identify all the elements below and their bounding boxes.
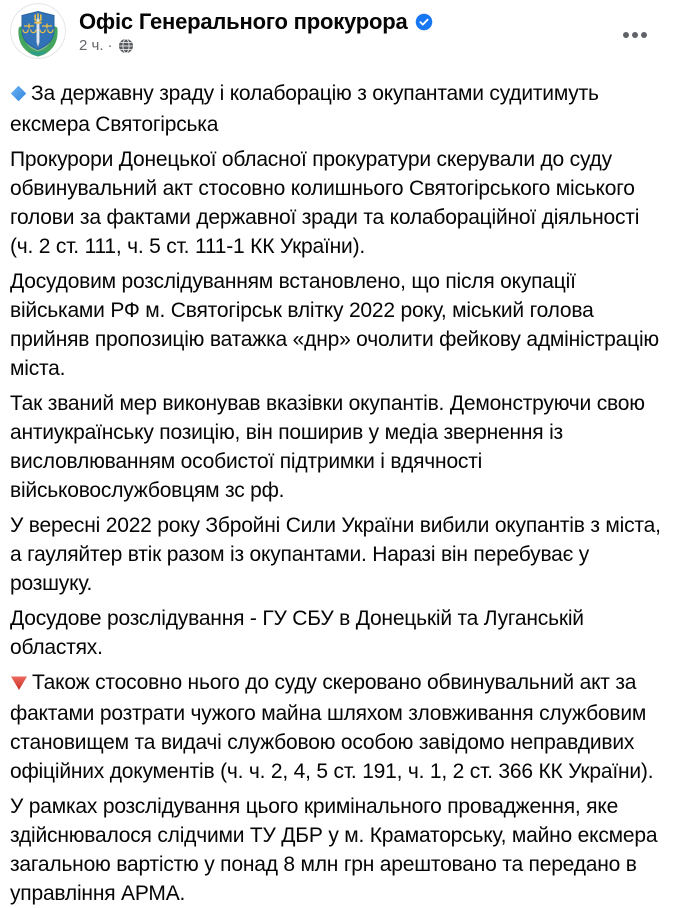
more-options-icon [632,32,638,38]
post-paragraph [10,79,665,139]
post-body [0,79,675,908]
header-info [79,3,433,56]
paragraph-text: За державну зраду і колаборацію з окупантами судитимуть ексмера Святогірська [10,82,599,136]
post-paragraph [10,267,665,383]
more-options-icon [641,32,647,38]
page-name-link[interactable]: Офіс Генерального прокурора [79,9,408,34]
page-avatar[interactable] [10,3,66,59]
post-paragraph [10,792,665,908]
post-paragraph [10,668,665,786]
paragraph-text: Прокурори Донецької обласної прокуратури скерували до суду обвинувальний акт стосовно колишнього Святогірського міського голови за фактами державної зради та колабораційної діяльності (ч. 2 ст. 111, ч. 5 ст. 111-1 КК України). [10,148,640,258]
post-paragraph [10,604,665,662]
post-paragraph [10,511,665,598]
timestamp-link[interactable]: 2 ч. [79,37,104,54]
paragraph-text: Досудове розслідування - ГУ СБУ в Донецькій та Луганській областях. [10,607,584,659]
more-options-button[interactable] [617,24,653,46]
meta-separator: · [107,37,113,54]
paragraph-text: Досудовим розслідуванням встановлено, що після окупації військами РФ м. Святогірськ влітку 2022 року, міський голова прийняв пропозицію ватажка «днр» очолити фейкову адміністрацію міста. [10,270,659,380]
paragraph-text: У вересні 2022 року Збройні Сили України вибили окупантів з міста, а гауляйтер втік разом із окупантами. Наразі він перебуває у розшуку. [10,514,661,595]
globe-icon [118,38,134,54]
verified-badge-icon [415,13,433,31]
post-paragraph [10,145,665,261]
post-meta-row [79,36,433,56]
post-paragraph [10,389,665,505]
paragraph-text: Також стосовно нього до суду скеровано обвинувальний акт за фактами розтрати чужого майна шляхом зловживання службовим становищем та видачі службовою особою завідомо неправдивих офіційних документів (ч. ч. 2, 4, 5 ст. 191, ч. 1, 2 ст. 366 КК України). [10,671,654,783]
page-name-row [79,8,433,35]
red-triangle-down-icon [10,670,28,699]
more-options-icon [623,32,629,38]
paragraph-text: У рамках розслідування цього кримінального провадження, яке здійснювалося слідчими ТУ ДБР у м. Краматорську, майно ексмера загальною вартістю у понад 8 млн грн арештовано та передано в управління АРМА. [10,795,658,905]
small-blue-diamond-icon [10,81,27,110]
post-header [0,0,675,59]
paragraph-text: Так званий мер виконував вказівки окупантів. Демонструючи свою антиукраїнську позицію, він поширив у медіа звернення із висловлюванням особистої підтримки і вдячності військовослужбовцям зс рф. [10,392,645,502]
